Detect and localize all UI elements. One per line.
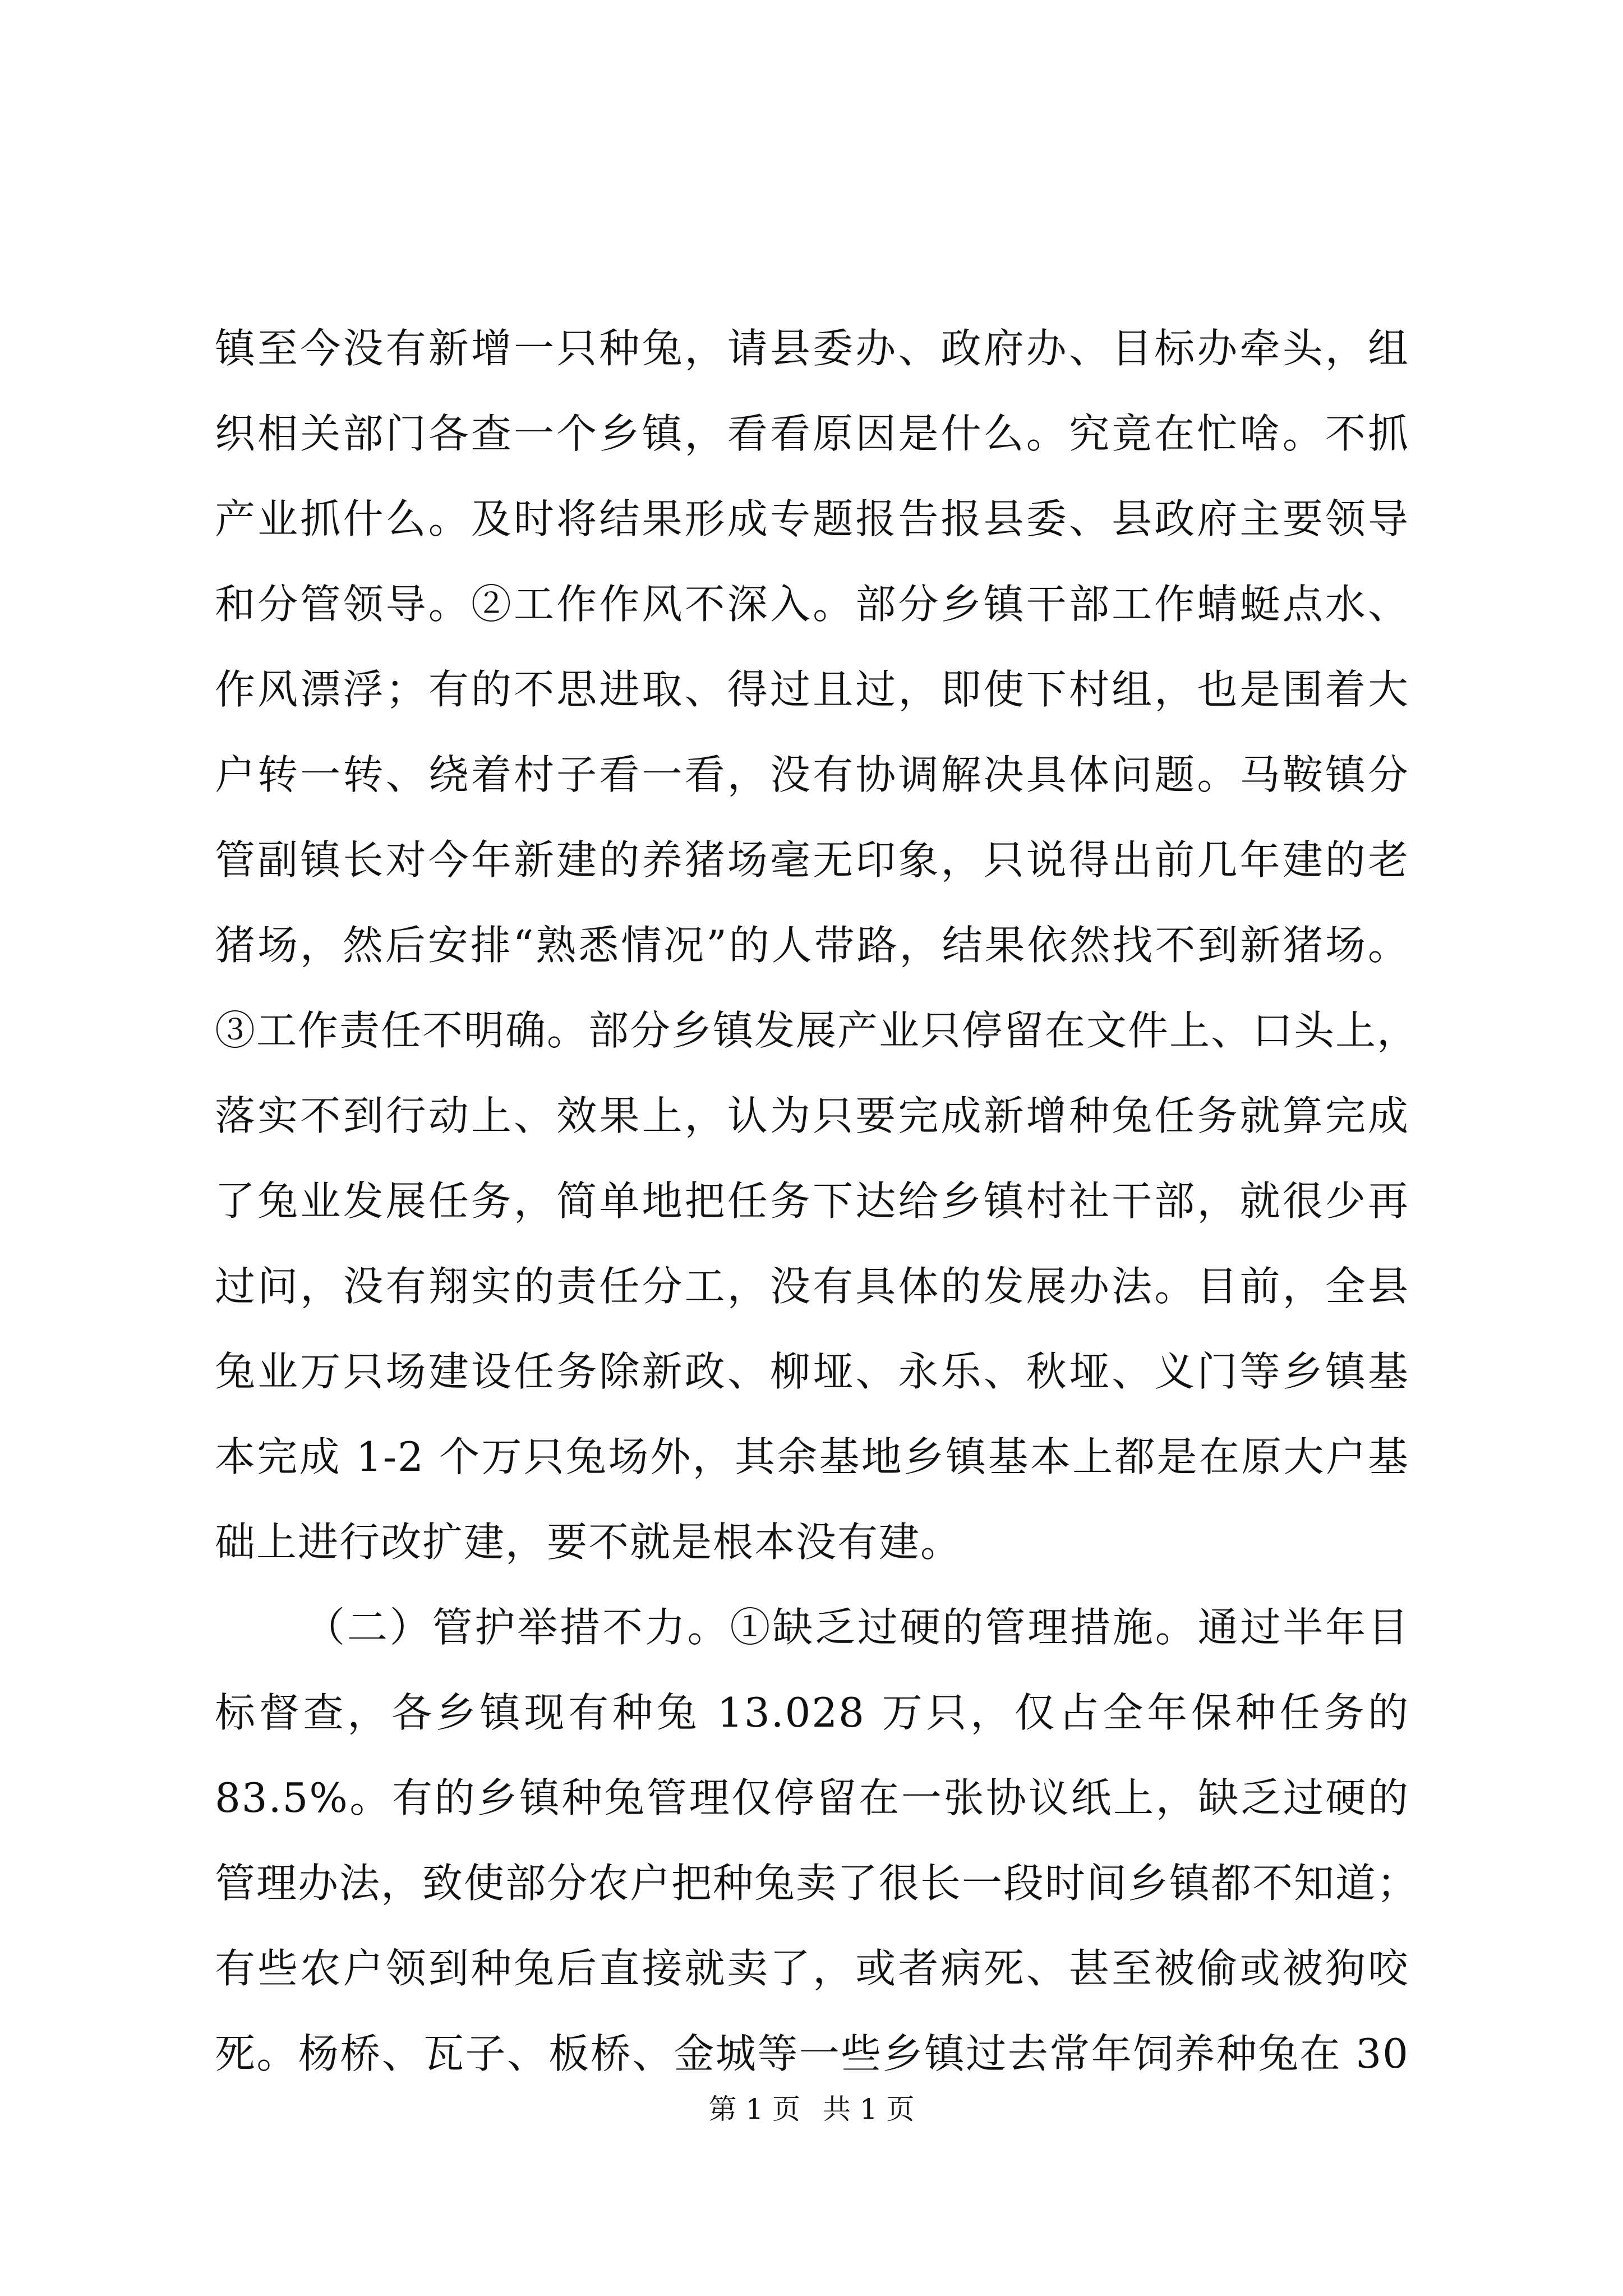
text-line: 了兔业发展任务，简单地把任务下达给乡镇村社干部，就很少再 (215, 1177, 1409, 1225)
text-line: 落实不到行动上、效果上，认为只要完成新增种兔任务就算完成 (215, 1092, 1409, 1139)
page-number: 第 1 页 (708, 2093, 801, 2125)
text-line: 兔业万只场建设任务除新政、柳垭、永乐、秋垭、义门等乡镇基 (215, 1348, 1409, 1395)
page-total: 共 1 页 (822, 2093, 915, 2125)
page-footer (0, 2090, 1623, 2129)
body-text (215, 306, 1419, 2096)
text-line: 户转一转、绕着村子看一看，没有协调解决具体问题。马鞍镇分 (215, 751, 1409, 798)
text-line: 织相关部门各查一个乡镇，看看原因是什么。究竟在忙啥。不抓 (215, 410, 1409, 457)
text-line: 和分管领导。②工作作风不深入。部分乡镇干部工作蜻蜓点水、 (215, 581, 1409, 628)
text-line: ③工作责任不明确。部分乡镇发展产业只停留在文件上、口头上， (215, 1007, 1419, 1054)
text-line: 有些农户领到种兔后直接就卖了，或者病死、甚至被偷或被狗咬 (215, 1945, 1409, 1992)
text-line: 管副镇长对今年新建的养猪场毫无印象，只说得出前几年建的老 (215, 836, 1409, 884)
text-line: 死。杨桥、瓦子、板桥、金城等一些乡镇过去常年饲养种兔在 30 (215, 2030, 1409, 2077)
text-line: 管理办法，致使部分农户把种兔卖了很长一段时间乡镇都不知道； (215, 1860, 1419, 1907)
paragraph-end-line: 础上进行改扩建，要不就是根本没有建。 (215, 1519, 962, 1566)
text-line: 镇至今没有新增一只种兔，请县委办、政府办、目标办牵头，组 (215, 325, 1409, 372)
text-line: 产业抓什么。及时将结果形成专题报告报县委、县政府主要领导 (215, 495, 1409, 542)
text-line: 作风漂浮；有的不思进取、得过且过，即使下村组，也是围着大 (215, 666, 1409, 713)
text-line: 本完成 1-2 个万只兔场外，其余基地乡镇基本上都是在原大户基 (215, 1433, 1409, 1480)
text-line: 83.5%。有的乡镇种兔管理仅停留在一张协议纸上，缺乏过硬的 (215, 1774, 1409, 1821)
section-heading-line: （二）管护举措不力。①缺乏过硬的管理措施。通过半年目 (305, 1604, 1409, 1651)
text-line: 过问，没有翔实的责任分工，没有具体的发展办法。目前，全县 (215, 1263, 1409, 1310)
text-line: 标督查，各乡镇现有种兔 13.028 万只，仅占全年保种任务的 (215, 1689, 1409, 1736)
text-line: 猪场，然后安排“熟悉情况”的人带路，结果依然找不到新猪场。 (215, 922, 1409, 969)
